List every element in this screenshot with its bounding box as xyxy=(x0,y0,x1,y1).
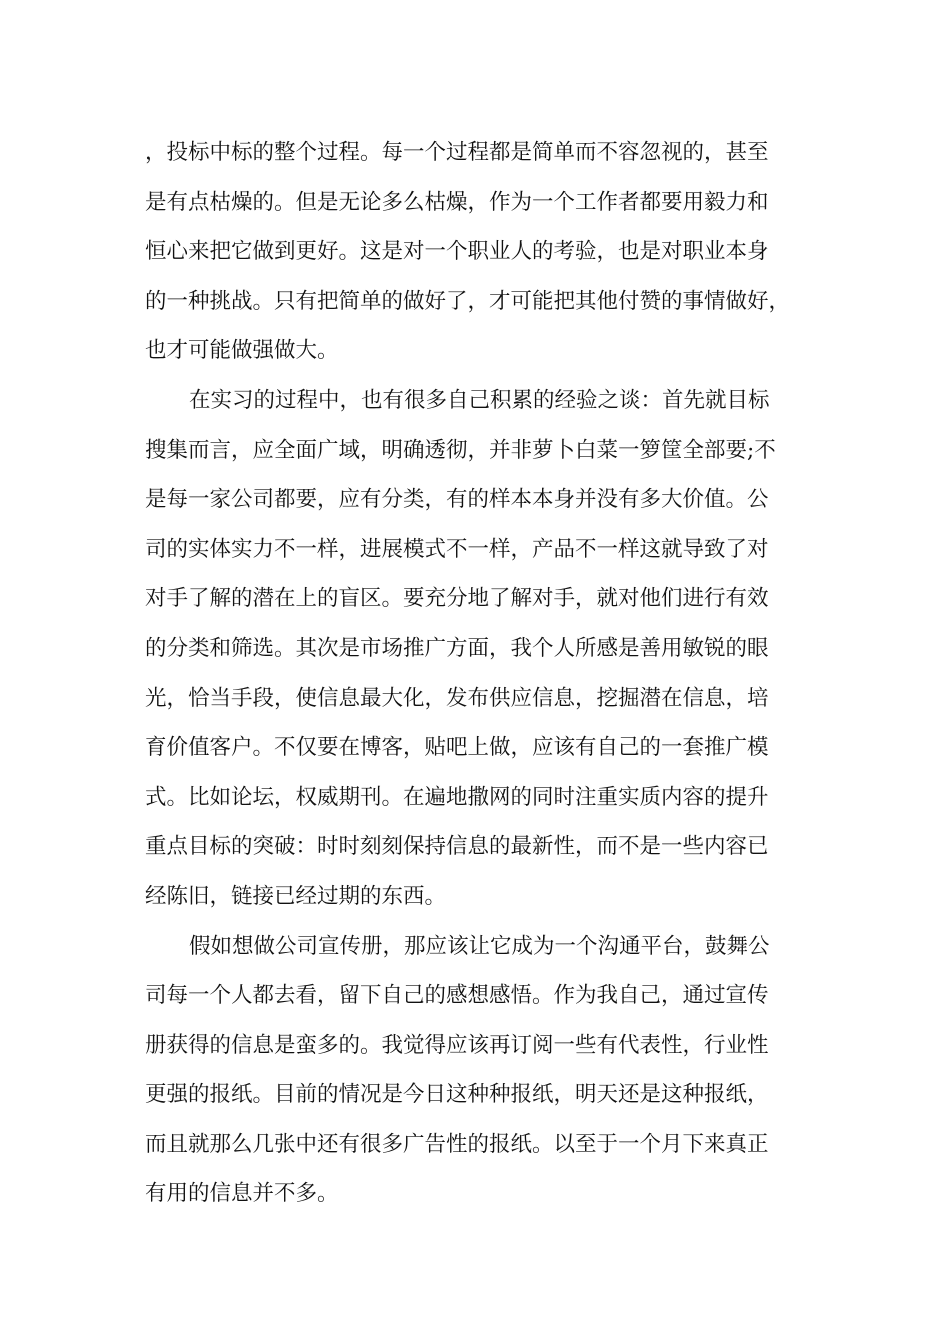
paragraph-1-line-5: 也才可能做强做大。 xyxy=(145,338,339,364)
paragraph-2-line-7: 光，恰当手段，使信息最大化，发布供应信息，挖掘潜在信息，培 xyxy=(145,685,769,711)
paragraph-2-line-3: 是每一家公司都要，应有分类，有的样本本身并没有多大价值。公 xyxy=(145,487,769,513)
paragraph-3-line-3: 册获得的信息是蛮多的。我觉得应该再订阅一些有代表性，行业性 xyxy=(145,1032,769,1058)
paragraph-1-line-2: 是有点枯燥的。但是无论多么枯燥，作为一个工作者都要用毅力和 xyxy=(145,189,769,215)
paragraph-2-line-8: 育价值客户。不仅要在博客，贴吧上做，应该有自己的一套推广模 xyxy=(145,735,769,761)
paragraph-2-line-9: 式。比如论坛，权威期刊。在遍地撒网的同时注重实质内容的提升 xyxy=(145,784,769,810)
paragraph-3-line-1: 假如想做公司宣传册，那应该让它成为一个沟通平台，鼓舞公 xyxy=(189,933,770,959)
paragraph-2-line-11: 经陈旧，链接已经过期的东西。 xyxy=(145,883,447,909)
paragraph-3-line-5: 而且就那么几张中还有很多广告性的报纸。以至于一个月下来真正 xyxy=(145,1131,769,1157)
paragraph-2-line-1: 在实习的过程中，也有很多自己积累的经验之谈：首先就目标 xyxy=(189,387,770,413)
paragraph-2-line-2: 搜集而言，应全面广域，明确透彻，并非萝卜白菜一箩筐全部要;不 xyxy=(145,437,776,463)
paragraph-2-line-10: 重点目标的突破：时时刻刻保持信息的最新性，而不是一些内容已 xyxy=(145,834,769,860)
paragraph-1-line-3: 恒心来把它做到更好。这是对一个职业人的考验，也是对职业本身 xyxy=(145,239,769,265)
paragraph-1-line-4: 的一种挑战。只有把简单的做好了，才可能把其他付赞的事情做好， xyxy=(145,288,791,314)
paragraph-2-line-5: 对手了解的潜在上的盲区。要充分地了解对手，就对他们进行有效 xyxy=(145,586,769,612)
paragraph-2-line-4: 司的实体实力不一样，进展模式不一样，产品不一样这就导致了对 xyxy=(145,536,769,562)
paragraph-3-line-6: 有用的信息并不多。 xyxy=(145,1181,339,1207)
paragraph-3-line-4: 更强的报纸。目前的情况是今日这种种报纸，明天还是这种报纸， xyxy=(145,1082,769,1108)
paragraph-1-line-1: ，投标中标的整个过程。每一个过程都是简单而不容忽视的，甚至 xyxy=(145,140,769,165)
document-body xyxy=(145,128,825,1219)
paragraph-3-line-2: 司每一个人都去看，留下自己的感想感悟。作为我自己，通过宣传 xyxy=(145,983,769,1009)
paragraph-2-line-6: 的分类和筛选。其次是市场推广方面，我个人所感是善用敏锐的眼 xyxy=(145,635,769,661)
